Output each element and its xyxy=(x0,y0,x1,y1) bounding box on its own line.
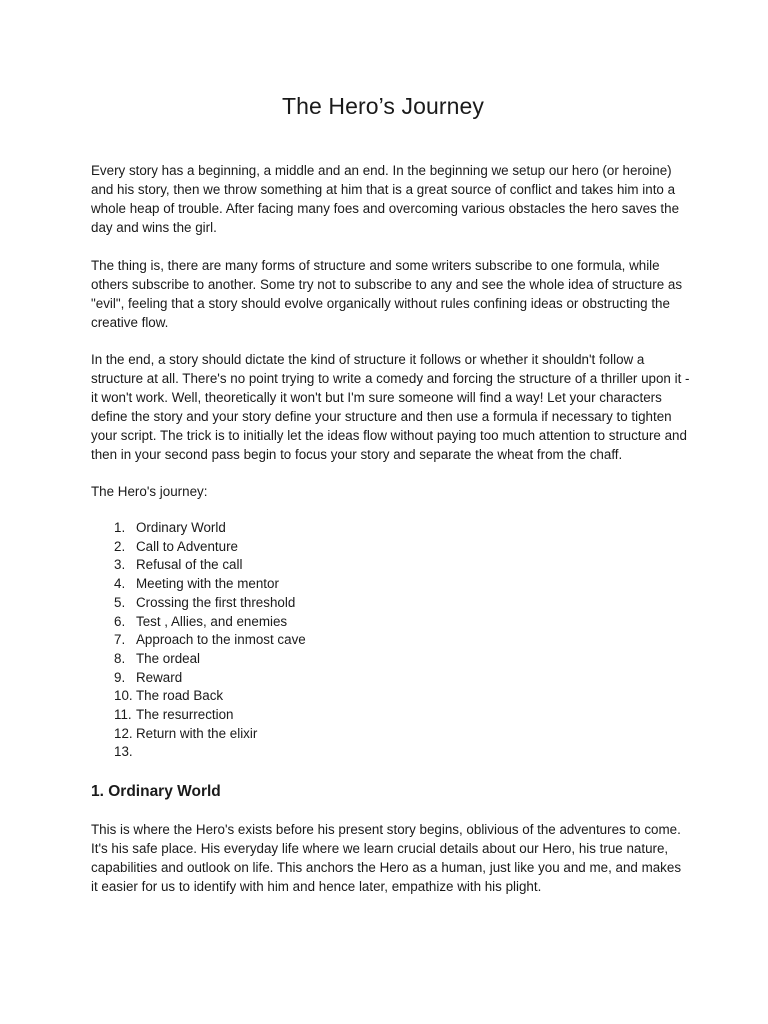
list-item-number: 8. xyxy=(114,650,126,666)
list-item xyxy=(91,613,306,632)
list-item-number: 6. xyxy=(114,613,126,629)
list-item-number: 9. xyxy=(114,669,126,685)
list-item-label: Reward xyxy=(136,669,183,685)
list-intro: The Hero's journey: xyxy=(91,484,208,499)
list-item-label: The ordeal xyxy=(136,650,201,666)
list-item xyxy=(91,575,306,594)
list-item-label: Test , Allies, and enemies xyxy=(136,613,288,629)
list-item-number: 10. xyxy=(114,688,133,704)
list-item xyxy=(91,669,306,688)
list-item-number: 5. xyxy=(114,594,126,610)
list-item-number: 2. xyxy=(114,538,126,554)
paragraph-conclusion: In the end, a story should dictate the kind of structure it follows or whether it shouldn't follow a structure at all. There's no point trying to write a comedy and forcing the structure of a thriller upon it - it won't work. Well, theoretically it won't but I'm sure someone will find a way! Let your characters define the story and your story define your structure and then use a formula if necessary to tighten your script. The trick is to initially let the ideas flow without paying too much attention to structure and then in your second pass begin to focus your story and separate the wheat from the chaff. xyxy=(91,352,690,462)
list-item-label: Ordinary World xyxy=(136,520,226,535)
list-item-label: The road Back xyxy=(136,688,224,704)
list-item-label: Return with the elixir xyxy=(136,725,258,741)
page-title: The Hero’s Journey xyxy=(281,93,485,119)
list-item-number: 12. xyxy=(114,725,133,741)
paragraph-ordinary-world: This is where the Hero's exists before his present story begins, oblivious of the adventures to come. It's his safe place. His everyday life where we learn crucial details about our Hero, his true nature, capabilities and outlook on life. This anchors the Hero as a human, just like you and me, and makes it easier for us to identify with him and hence later, empathize with his plight. xyxy=(91,822,682,894)
list-item-label: Refusal of the call xyxy=(136,557,243,573)
journey-steps-list xyxy=(91,519,306,762)
list-item xyxy=(91,631,306,650)
list-item-label: Meeting with the mentor xyxy=(136,576,279,592)
list-item-number: 7. xyxy=(114,632,126,648)
list-item xyxy=(91,743,306,762)
list-item xyxy=(91,519,306,538)
list-item xyxy=(91,725,306,744)
list-item xyxy=(91,687,306,706)
list-item-label: Approach to the inmost cave xyxy=(136,632,306,648)
list-item-number: 4. xyxy=(114,576,126,592)
list-item xyxy=(91,556,306,575)
list-item-label: The resurrection xyxy=(136,707,234,723)
paragraph-structure: The thing is, there are many forms of structure and some writers subscribe to one formula, while others subscribe to another. Some try not to subscribe to any and see the whole idea of structure as "evil", feeling that a story should evolve organically without rules confining ideas or obstructing the creative flow. xyxy=(91,258,683,330)
list-item xyxy=(91,706,306,725)
list-item-number: 1. xyxy=(114,520,126,535)
list-item-number: 13. xyxy=(114,744,133,760)
section-heading: 1. Ordinary World xyxy=(91,783,221,800)
list-item-label: Call to Adventure xyxy=(136,538,238,554)
list-item-number: 3. xyxy=(114,557,126,573)
list-item xyxy=(91,594,306,613)
paragraph-intro: Every story has a beginning, a middle and an end. In the beginning we setup our hero (or heroine) and his story, then we throw something at him that is a great source of conflict and takes him into a whole heap of trouble. After facing many foes and overcoming various obstacles the hero saves the day and wins the girl. xyxy=(91,163,680,235)
list-item-label: Crossing the first threshold xyxy=(136,594,296,610)
list-item-number: 11. xyxy=(114,707,132,723)
list-item xyxy=(91,650,306,669)
list-item xyxy=(91,538,306,557)
